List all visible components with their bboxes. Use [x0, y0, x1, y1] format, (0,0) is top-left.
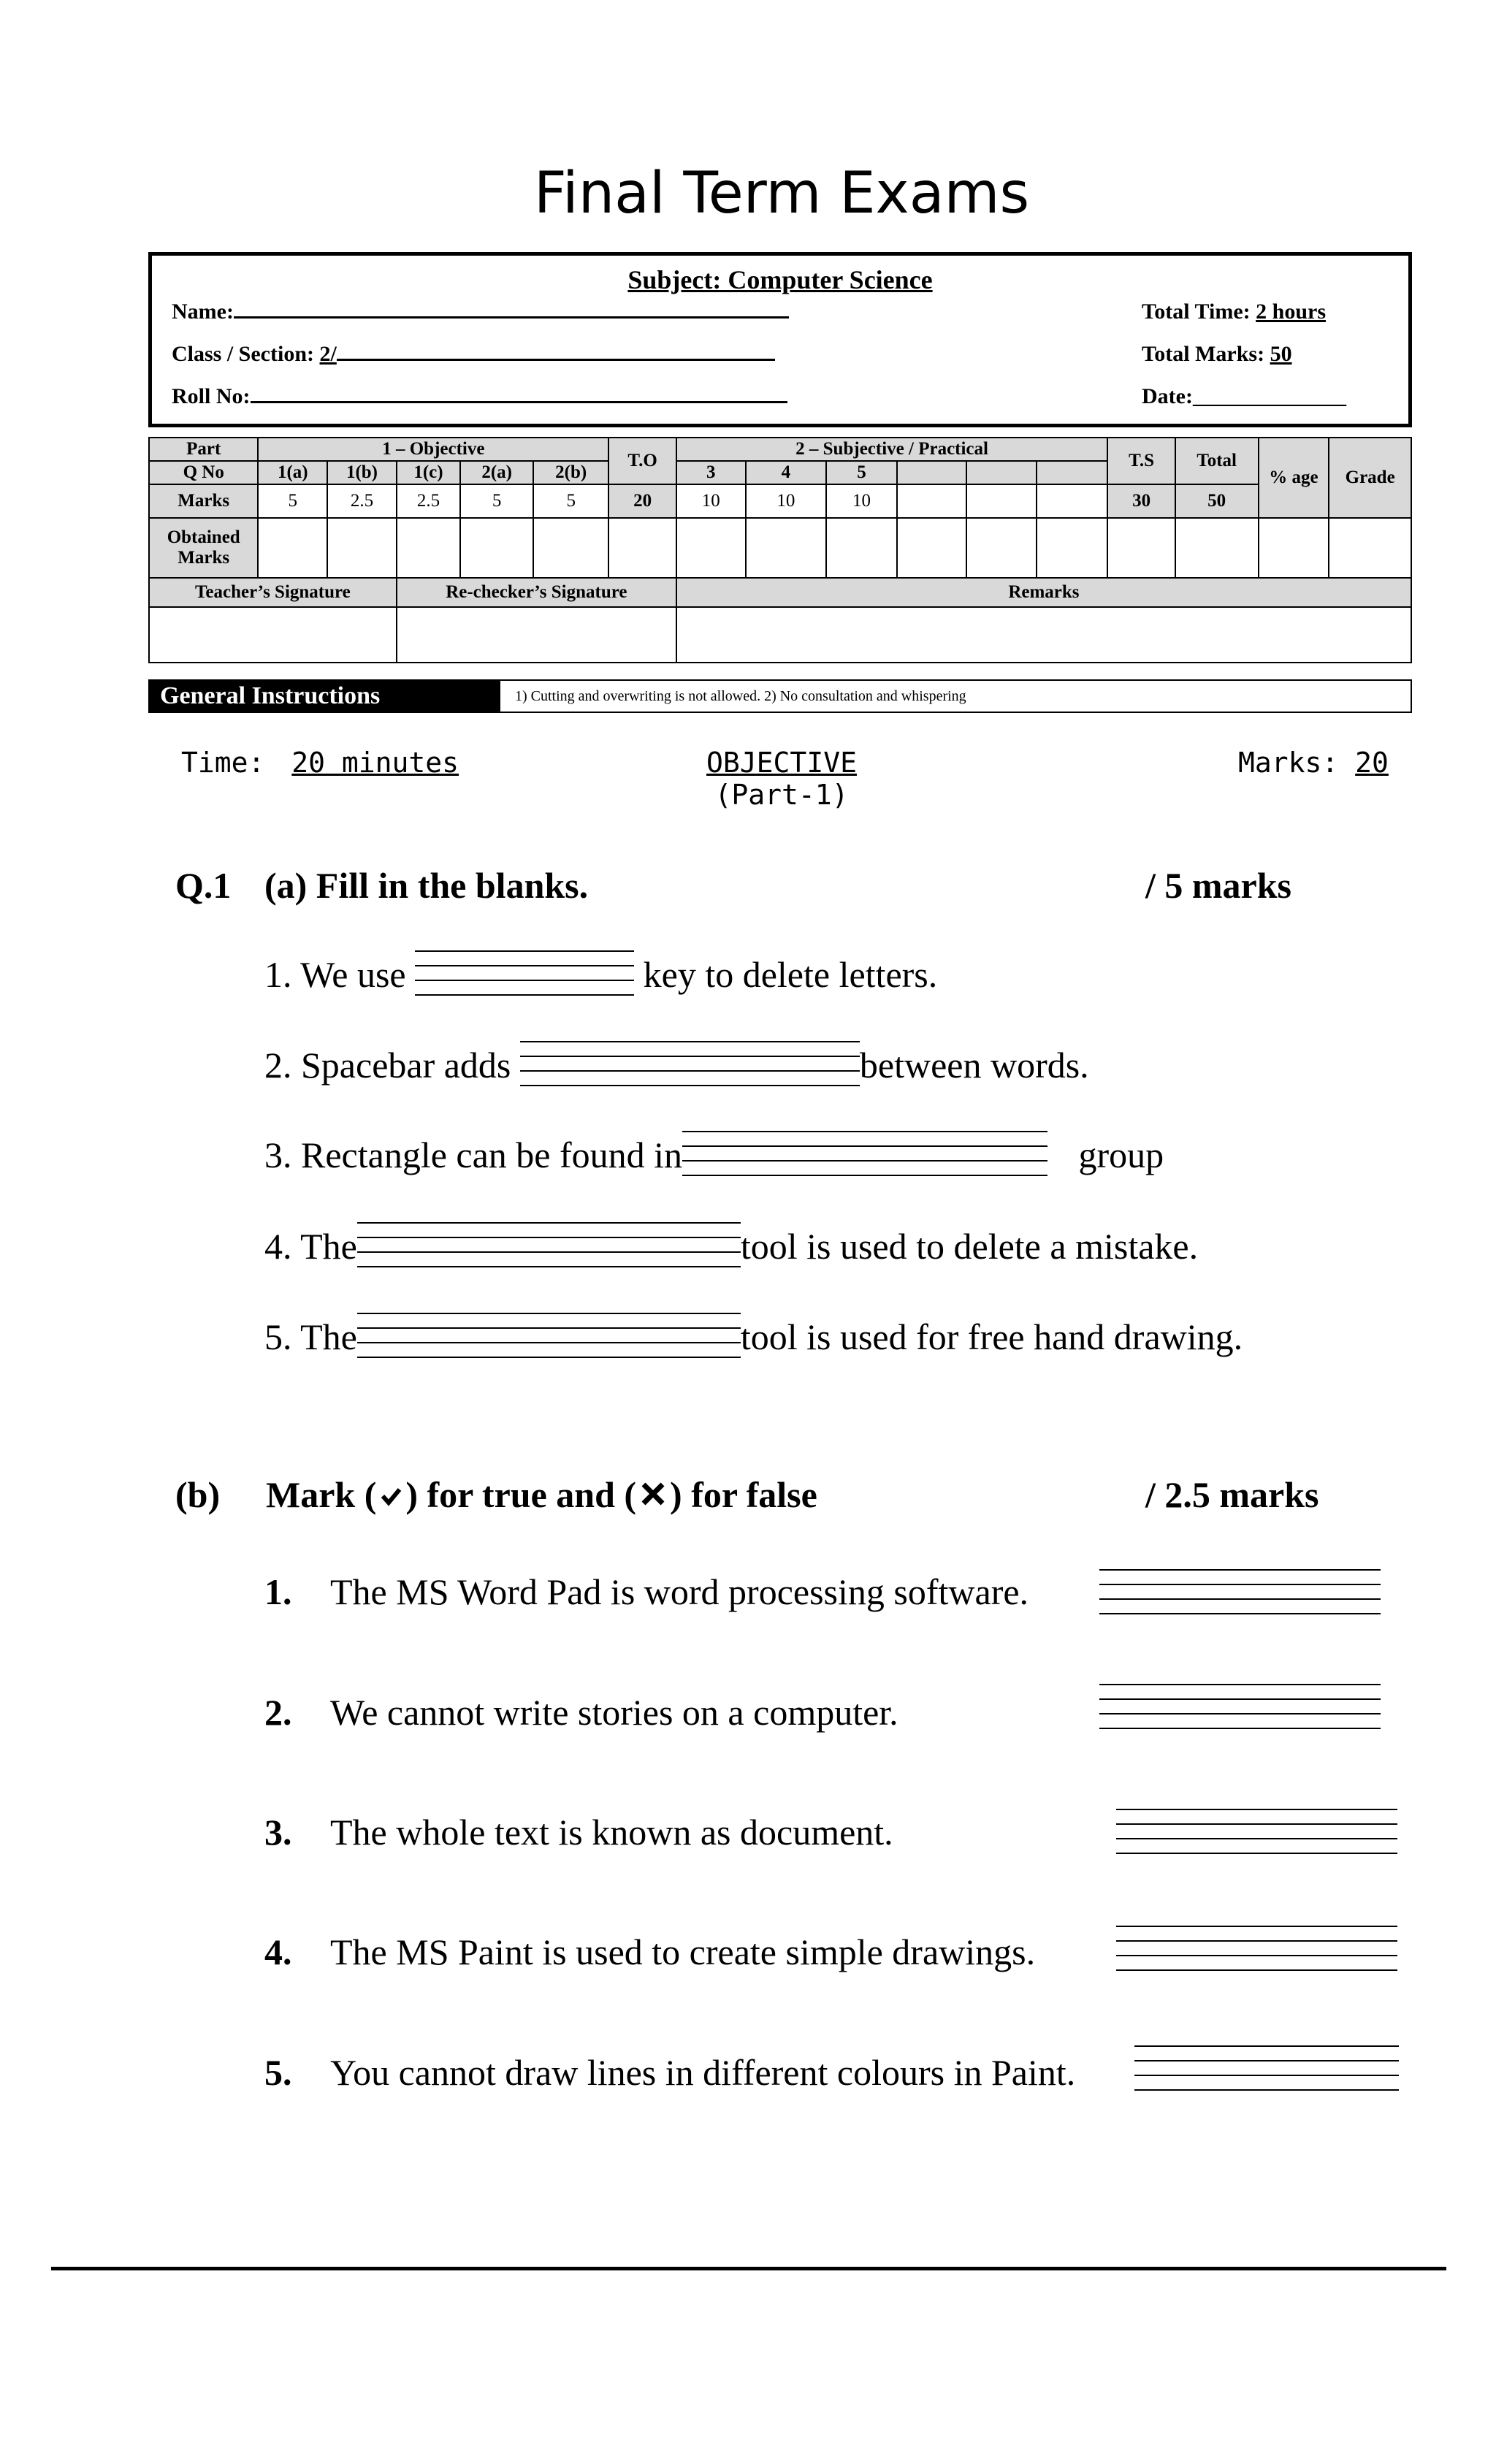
- fill-blank-item: [264, 1222, 1198, 1269]
- item-text: 5. The: [264, 1316, 357, 1357]
- item-text: The MS Paint is used to create simple drawings.: [330, 1931, 1036, 1972]
- item-text: 1. We use: [264, 954, 406, 995]
- answer-field[interactable]: [1099, 1569, 1381, 1620]
- to-header: T.O: [608, 438, 676, 484]
- ts-marks: 30: [1107, 484, 1175, 518]
- footer-divider: [51, 2267, 1446, 2270]
- q1b-heading: [266, 1473, 817, 1516]
- heading-text: Mark (: [266, 1474, 377, 1515]
- qno-cell: 1(c): [397, 461, 460, 484]
- instructions-heading: General Instructions: [150, 681, 500, 712]
- marks-cell: 5: [533, 484, 608, 518]
- remarks-cell[interactable]: [676, 607, 1411, 663]
- marks-cell: [966, 484, 1037, 518]
- obtained-cell[interactable]: [1037, 518, 1107, 578]
- class-field[interactable]: [172, 342, 775, 367]
- total-time-value: 2 hours: [1256, 300, 1326, 324]
- name-label: Name:: [172, 300, 234, 324]
- obtained-cell[interactable]: [1259, 518, 1329, 578]
- item-text: key to delete letters.: [643, 954, 938, 995]
- student-info-box: [148, 252, 1412, 427]
- item-text: tool is used to delete a mistake.: [740, 1226, 1199, 1267]
- name-field[interactable]: [172, 300, 789, 324]
- marks-cell: 2.5: [397, 484, 460, 518]
- total-header: Total: [1175, 438, 1259, 484]
- date-field[interactable]: Date:______________: [1142, 384, 1346, 408]
- rechecker-signature-cell[interactable]: [397, 607, 676, 663]
- obtained-cell[interactable]: [897, 518, 966, 578]
- qno-cell: 2(b): [533, 461, 608, 484]
- subjective-header: 2 – Subjective / Practical: [676, 438, 1107, 461]
- obtained-cell[interactable]: [1175, 518, 1259, 578]
- marks-cell: 10: [826, 484, 897, 518]
- heading-text: ) for true and (: [405, 1474, 637, 1515]
- answer-field[interactable]: [1099, 1684, 1381, 1735]
- q1b-label: (b): [175, 1474, 221, 1515]
- roll-line[interactable]: [251, 401, 787, 403]
- cross-icon: [636, 1473, 670, 1516]
- item-number: 2.: [264, 1692, 292, 1733]
- subject-title: Subject: Computer Science: [627, 265, 933, 294]
- true-false-item: [264, 1931, 1036, 1973]
- blank-answer-field[interactable]: [357, 1313, 741, 1359]
- page-title: Final Term Exams: [533, 161, 1030, 226]
- class-value: 2/: [319, 342, 337, 366]
- item-text: 4. The: [264, 1226, 357, 1267]
- item-text: We cannot write stories on a computer.: [330, 1692, 898, 1733]
- qno-cell: 5: [826, 461, 897, 484]
- item-number: 3.: [264, 1812, 292, 1853]
- part-header: Part: [149, 438, 258, 461]
- obtained-cell[interactable]: [1107, 518, 1175, 578]
- obtained-cell[interactable]: [676, 518, 746, 578]
- objective-section-title: [628, 747, 935, 811]
- teacher-signature-cell[interactable]: [149, 607, 397, 663]
- qno-cell: [966, 461, 1037, 484]
- obtained-cell[interactable]: [327, 518, 397, 578]
- name-line[interactable]: [234, 316, 789, 319]
- heading-text: ) for false: [670, 1474, 817, 1515]
- to-marks: 20: [608, 484, 676, 518]
- marks-label: Marks:: [1238, 747, 1339, 779]
- time-value: 20 minutes: [291, 747, 459, 779]
- obtained-cell[interactable]: [966, 518, 1037, 578]
- answer-field[interactable]: [1134, 2045, 1399, 2097]
- roll-label: Roll No:: [172, 384, 251, 408]
- obtained-cell[interactable]: [826, 518, 897, 578]
- item-text: 3. Rectangle can be found in: [264, 1134, 683, 1175]
- teacher-signature-header: Teacher’s Signature: [149, 578, 397, 607]
- general-instructions: [148, 679, 1412, 713]
- fill-blank-item: [264, 1041, 1089, 1088]
- total-time: [1142, 300, 1326, 324]
- item-text: The MS Word Pad is word processing software.: [330, 1571, 1029, 1612]
- true-false-item: [264, 2051, 1076, 2094]
- fill-blank-item: [264, 1131, 1164, 1178]
- obtained-cell[interactable]: [397, 518, 460, 578]
- item-text: The whole text is known as document.: [330, 1812, 893, 1853]
- objective-time: [181, 747, 459, 779]
- grade-header: Grade: [1329, 438, 1411, 518]
- fill-blank-item: [264, 1313, 1243, 1359]
- checkmark-icon: [376, 1473, 405, 1516]
- question-number: Q.1: [175, 865, 232, 906]
- qno-label: Q No: [149, 461, 258, 484]
- answer-field[interactable]: [1116, 1809, 1397, 1860]
- item-text: You cannot draw lines in different colours in Paint.: [330, 2052, 1076, 2093]
- marks-table: [148, 437, 1412, 663]
- obtained-cell[interactable]: [1329, 518, 1411, 578]
- marks-label: Marks: [149, 484, 258, 518]
- marks-value: 20: [1355, 747, 1389, 779]
- rechecker-signature-header: Re-checker’s Signature: [397, 578, 676, 607]
- blank-answer-field[interactable]: [415, 950, 634, 997]
- objective-label: OBJECTIVE: [706, 747, 857, 779]
- item-number: 5.: [264, 2052, 292, 2093]
- obtained-label: Obtained Marks: [149, 518, 258, 578]
- total-marks: [1142, 342, 1292, 367]
- obtained-cell[interactable]: [608, 518, 676, 578]
- item-text: tool is used for free hand drawing.: [740, 1316, 1243, 1357]
- class-label: Class / Section:: [172, 342, 314, 366]
- q1a-marks: / 5 marks: [1145, 865, 1291, 906]
- marks-cell: 10: [676, 484, 746, 518]
- q1b-marks: / 2.5 marks: [1145, 1474, 1319, 1515]
- qno-cell: 1(a): [258, 461, 327, 484]
- marks-cell: 10: [746, 484, 826, 518]
- obtained-cell[interactable]: [533, 518, 608, 578]
- item-text: 2. Spacebar adds: [264, 1045, 511, 1086]
- item-text: between words.: [859, 1045, 1089, 1086]
- qno-cell: 3: [676, 461, 746, 484]
- item-text: group: [1078, 1134, 1164, 1175]
- marks-cell: 5: [258, 484, 327, 518]
- qno-cell: 1(b): [327, 461, 397, 484]
- remarks-header: Remarks: [676, 578, 1411, 607]
- fill-blank-item: [264, 950, 937, 997]
- true-false-item: [264, 1691, 898, 1733]
- qno-cell: [897, 461, 966, 484]
- item-number: 4.: [264, 1931, 292, 1972]
- time-label: Time:: [181, 747, 265, 779]
- objective-marks: [1238, 747, 1389, 779]
- total-marks-cell: 50: [1175, 484, 1259, 518]
- blank-answer-field[interactable]: [357, 1222, 741, 1269]
- obtained-cell[interactable]: [258, 518, 327, 578]
- objective-header: 1 – Objective: [258, 438, 608, 461]
- true-false-item: [264, 1811, 893, 1853]
- obtained-cell[interactable]: [460, 518, 533, 578]
- obtained-cell[interactable]: [746, 518, 826, 578]
- ts-header: T.S: [1107, 438, 1175, 484]
- roll-field[interactable]: [172, 384, 787, 409]
- class-line[interactable]: [337, 359, 775, 361]
- blank-answer-field[interactable]: [520, 1041, 860, 1088]
- q1a-heading: (a) Fill in the blanks.: [264, 865, 589, 906]
- instructions-text: 1) Cutting and overwriting is not allowed. 2) No consultation and whispering: [515, 688, 966, 704]
- qno-cell: [1037, 461, 1107, 484]
- marks-cell: 2.5: [327, 484, 397, 518]
- marks-cell: [1037, 484, 1107, 518]
- part-label: (Part-1): [714, 779, 849, 811]
- percentage-header: % age: [1259, 438, 1329, 518]
- marks-cell: 5: [460, 484, 533, 518]
- answer-field[interactable]: [1116, 1926, 1397, 1977]
- true-false-item: [264, 1571, 1029, 1613]
- total-marks-label: Total Marks:: [1142, 342, 1265, 366]
- marks-cell: [897, 484, 966, 518]
- qno-cell: 4: [746, 461, 826, 484]
- blank-answer-field[interactable]: [682, 1131, 1047, 1178]
- item-number: 1.: [264, 1571, 292, 1612]
- total-time-label: Total Time:: [1142, 300, 1251, 324]
- qno-cell: 2(a): [460, 461, 533, 484]
- total-marks-value: 50: [1270, 342, 1292, 366]
